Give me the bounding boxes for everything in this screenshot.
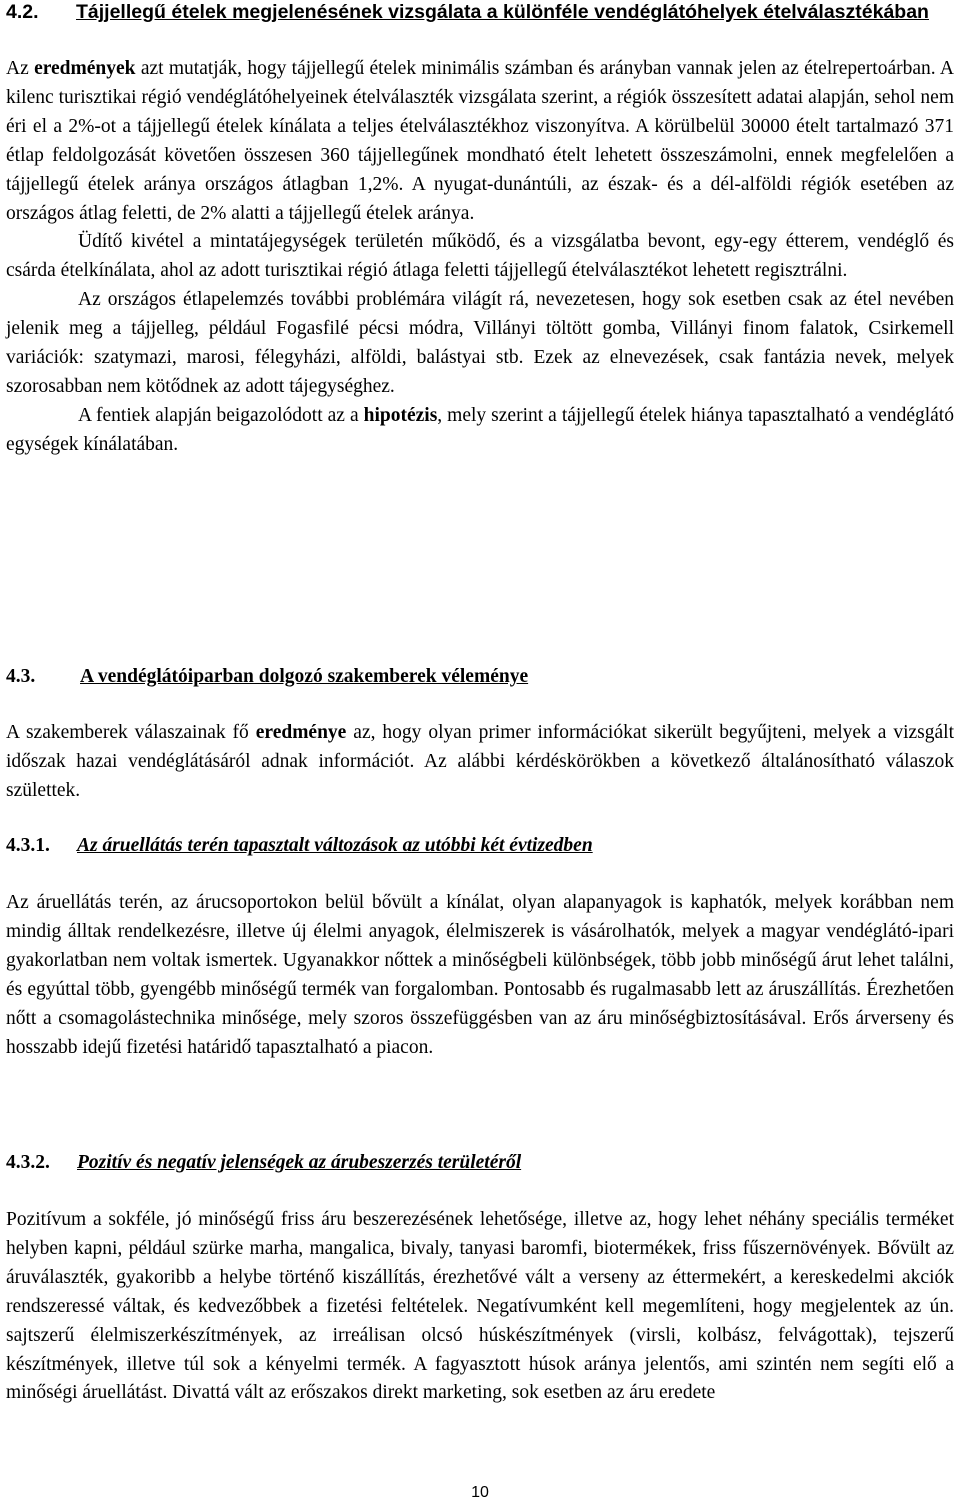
paragraph (6, 402, 954, 460)
bold-term: eredmények (34, 58, 136, 79)
paragraph: Pozitívum a sokféle, jó minőségű friss áru beszerezésének lehetősége, illetve az, hogy lehet néhány speciális terméket helyben kapni, például szürke marha, mangalica, bivaly, tanyasi baromfi, biotermékek, friss fűszernövények. Bővült az áruválaszték, gyakoribb a helybe történő kiszállítás, érezhetővé vált a verseny az éttermekért, a kereskedelmi akciók rendszeressé váltak, és kedvezőbbek a fizetési feltételek. Negatívumként kell megemlíteni, hogy megjelentek az ún. sajtszerű élelmiszerkészítmények, az irreálisan olcsó húskészítmények (virsli, kolbász, felvágottak), tejszerű készítmények, illetve túl sok a kényelmi termék. A fagyasztott húsok aránya jelentős, ami szintén nem segíti elő a minőségi áruellátást. Divattá vált az erőszakos direkt marketing, sok esetben az áru eredete (6, 1209, 954, 1404)
paragraph (6, 719, 954, 806)
paragraph: Az országos étlapelemzés további problémára világít rá, nevezetesen, hogy sok esetben csak az étel nevében jelenik meg a tájjelleg, például Fogasfilé pécsi módra, Villányi töltött gomba, Villányi finom falatok, Csirkemell variációk: szatymazi, marosi, félegyházi, alföldi, balástyai stb. Ezek az elnevezések, csak fantázia nevek, melyek szorosabban nem kötődnek az adott tájegységhez. (6, 289, 954, 397)
text-span: azt mutatják, hogy tájjellegű ételek minimális számban és arányban vannak jelen az ételrepertoárban. A kilenc turisztikai régió vendéglátóhelyeinek ételválaszték vizsgálata szerint, a régiók összesített adatai alapján, sehol nem éri el a 2%-ot a tájjellegű ételek kínálata a teljes ételválasztékhoz viszonyítva. A körülbelül 30000 ételt tartalmazó 371 étlap feldolgozását követően összesen 360 tájjellegűnek mondható ételt lehetett összeszámolni, ennek megfelelően a tájjellegű ételek aránya országos átlagban 1,2%. A nyugat-dunántúli, az észak- és a dél-alföldi régiók esetében az országos átlag feletti, de 2% alatti a tájjellegű ételek aránya. (6, 58, 954, 224)
text-span: A fentiek alapján beigazolódott az a (78, 404, 364, 426)
section-heading-4-3 (6, 663, 528, 691)
section-number: 4.2. (6, 1, 39, 23)
section-4-2-body (6, 55, 954, 460)
section-4-3-body (6, 719, 954, 806)
subsection-heading-4-3-1 (6, 832, 593, 860)
section-heading-4-2 (6, 0, 954, 27)
text-span: , mely szerint a tájjellegű ételek hiánya tapasztalható a vendéglátó egységek kínálatában. (6, 404, 954, 455)
text-span: Az (6, 58, 35, 79)
section-title: A vendéglátóiparban dolgozó szakemberek véleménye (80, 666, 529, 687)
section-number: 4.3. (6, 666, 36, 687)
section-4-3-1-body (6, 889, 954, 1062)
paragraph: Az áruellátás terén, az árucsoportokon belül bővült a kínálat, olyan alapanyagok is kaphatók, melyek korábban nem mindig álltak rendelkezésre, illetve új élelmi anyagok, élelmiszerek is vásárolhatók, melyek a magyar vendéglátó-ipari gyakorlatban nem voltak ismertek. Ugyanakkor nőttek a minőségbeli különbségek, több jobb minőségű árut lehet találni, és egyúttal több, gyengébb minőségű termék van forgalomban. Pontosabb és rugalmasabb lett az áruszállítás. Érezhetően nőtt a csomagolástechnika minősége, mely szoros összefüggésben van az áru minőségbiztosításával. Erős árverseny és hosszabb idejű fizetési határidő tapasztalható a piacon. (6, 892, 954, 1058)
subsection-title: Az áruellátás terén tapasztalt változások az utóbbi két évtizedben (77, 835, 593, 856)
page-number: 10 (471, 1484, 489, 1501)
subsection-number: 4.3.1. (6, 835, 50, 856)
text-span: az, hogy olyan primer információkat sikerült begyűjteni, melyek a vizsgált időszak hazai vendéglátásáról adnak információt. Az alábbi kérdéskörökben a következő általánosítható válaszok születtek. (6, 722, 954, 801)
subsection-heading-4-3-2 (6, 1149, 521, 1177)
text-span: A szakemberek válaszainak fő (6, 722, 256, 743)
section-4-3-2-body (6, 1206, 954, 1408)
paragraph (6, 55, 954, 228)
paragraph: Üdítő kivétel a mintatájegységek területén működő, és a vizsgálatba bevont, egy-egy étterem, vendéglő és csárda ételkínálata, ahol az adott turisztikai régió átlaga feletti tájjellegű ételválasztékot lehetett regisztrálni. (6, 231, 954, 282)
subsection-title: Pozitív és negatív jelenségek az árubeszerzés területéről (77, 1152, 522, 1173)
bold-term: hipotézis (363, 404, 438, 426)
section-title: Tájjellegű ételek megjelenésének vizsgálata a különféle vendéglátóhelyek ételválasztékában (76, 1, 929, 23)
bold-term: eredménye (255, 722, 347, 743)
subsection-number: 4.3.2. (6, 1152, 50, 1173)
